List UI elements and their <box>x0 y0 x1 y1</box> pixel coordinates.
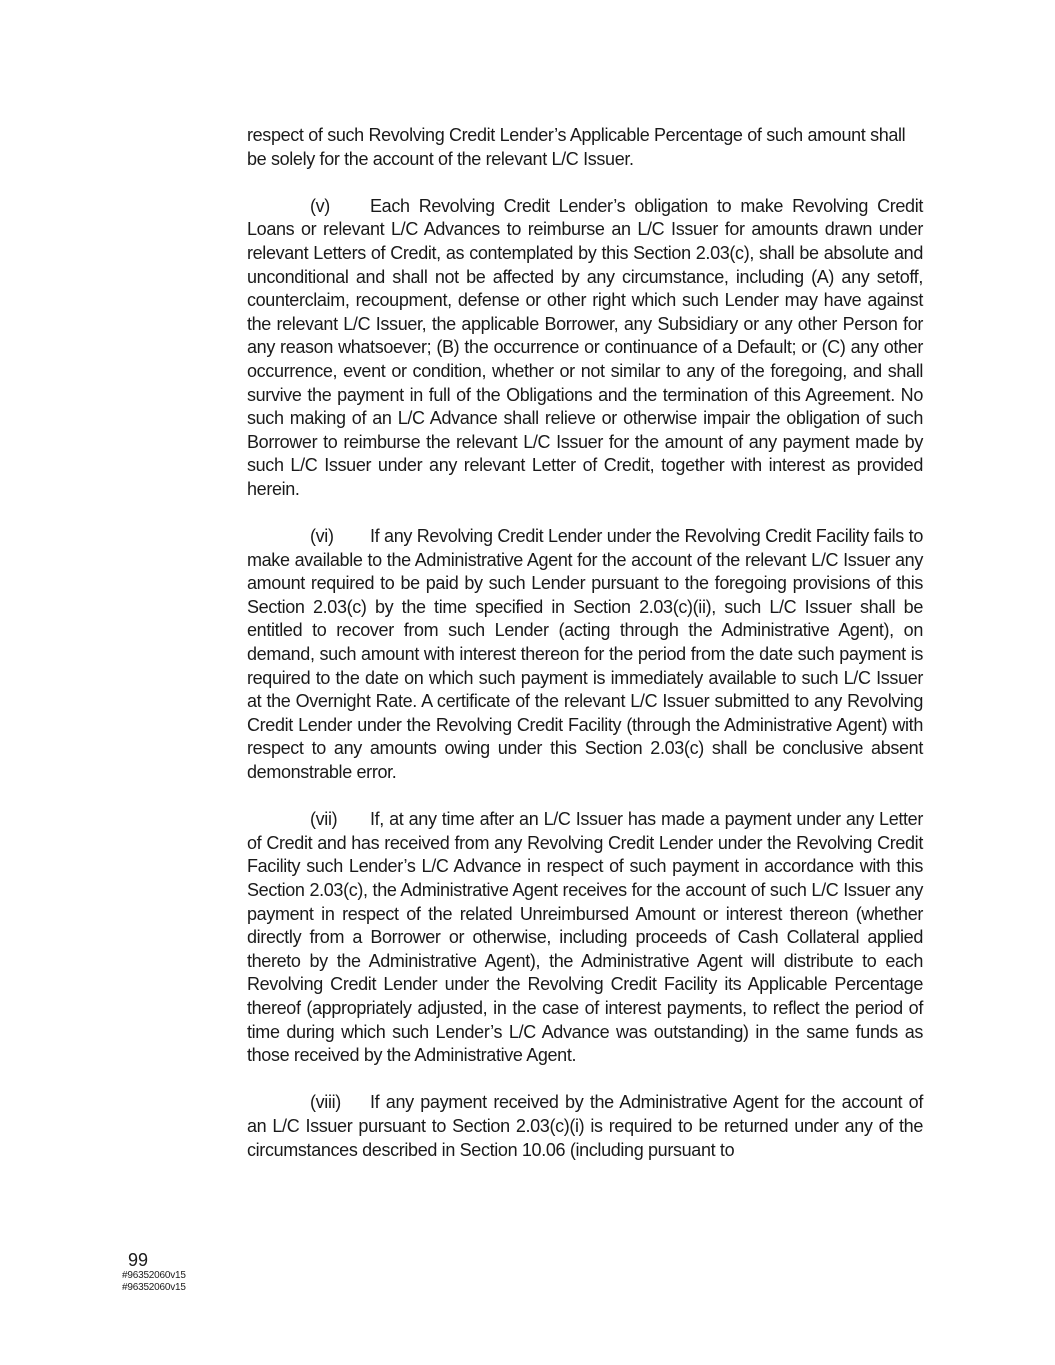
page-number: 99 <box>128 1250 149 1270</box>
paragraph-number: (v) <box>310 195 330 216</box>
paragraph-text: If, at any time after an L/C Issuer has made a payment under any Letter of Credit and has received from any Revolving Credit Lender under the Revolving Credit Facility such Lender’s L/C Advance in respect of such payment in accordance with this Section 2.03(c), the Administrative Agent receives for the account of such L/C Issuer any payment in respect of the related Unreimbursed Amount or interest thereon (whether directly from a Borrower or otherwise, including proceeds of Cash Collateral applied thereto by the Administrative Agent), the Administrative Agent will distribute to each Revolving Credit Lender under the Revolving Credit Facility its Applicable Percentage thereof (appropriately adjusted, in the case of interest payments, to reflect the period of time during which such Lender’s L/C Advance was outstanding) in the same funds as those received by the Administrative Agent. <box>247 809 923 1066</box>
paragraph-vii <box>247 808 923 1068</box>
page-footer <box>122 1250 242 1294</box>
paragraph-number: (vii) <box>310 809 338 830</box>
document-id: #96352060v15 <box>122 1282 186 1293</box>
paragraph-text: Each Revolving Credit Lender’s obligation to make Revolving Credit Loans or relevant L/C Advances to reimburse an L/C Issuer for amounts drawn under relevant Letters of Credit, as contemplated by this Section 2.03(c), shall be absolute and unconditional and shall not be affected by any circumstance, including (A) any setoff, counterclaim, recoupment, defense or other right which such Lender may have against the relevant L/C Issuer, the applicable Borrower, any Subsidiary or any other Person for any reason whatsoever; (B) the occurrence or continuance of a Default; or (C) any other occurrence, event or condition, whether or not similar to any of the foregoing, and shall survive the payment in full of the Obligations and the termination of this Agreement. No such making of an L/C Advance shall relieve or otherwise impair the obligation of such Borrower to reimburse the relevant L/C Issuer for the amount of any payment made by such L/C Issuer under any relevant Letter of Credit, together with interest as provided herein. <box>247 195 923 499</box>
paragraph-v <box>247 195 923 502</box>
document-body <box>247 124 923 1186</box>
document-id: #96352060v15 <box>122 1270 186 1281</box>
continuation-paragraph: respect of such Revolving Credit Lender’s Applicable Percentage of such amount shall be solely for the account of the relevant L/C Issuer. <box>247 125 906 169</box>
paragraph-viii <box>247 1091 923 1162</box>
paragraph-text: If any Revolving Credit Lender under the Revolving Credit Facility fails to make available to the Administrative Agent for the account of the relevant L/C Issuer any amount required to be paid by such Lender pursuant to the foregoing provisions of this Section 2.03(c) by the time specified in Section 2.03(c)(ii), such L/C Issuer shall be entitled to recover from such Lender (acting through the Administrative Agent), on demand, such amount with interest thereon for the period from the date such payment is required to the date on which such payment is immediately available to such L/C Issuer at the Overnight Rate. A certificate of the relevant L/C Issuer submitted to any Revolving Credit Lender under the Revolving Credit Facility (through the Administrative Agent) with respect to any amounts owing under this Section 2.03(c) shall be conclusive absent demonstrable error. <box>247 526 923 783</box>
paragraph-number: (vi) <box>310 526 334 547</box>
paragraph-vi <box>247 525 923 785</box>
paragraph-text: If any payment received by the Administrative Agent for the account of an L/C Issuer pursuant to Section 2.03(c)(i) is required to be returned under any of the circumstances described in Section 10.06 (including pursuant to <box>247 1092 923 1160</box>
paragraph-number: (viii) <box>310 1092 341 1113</box>
